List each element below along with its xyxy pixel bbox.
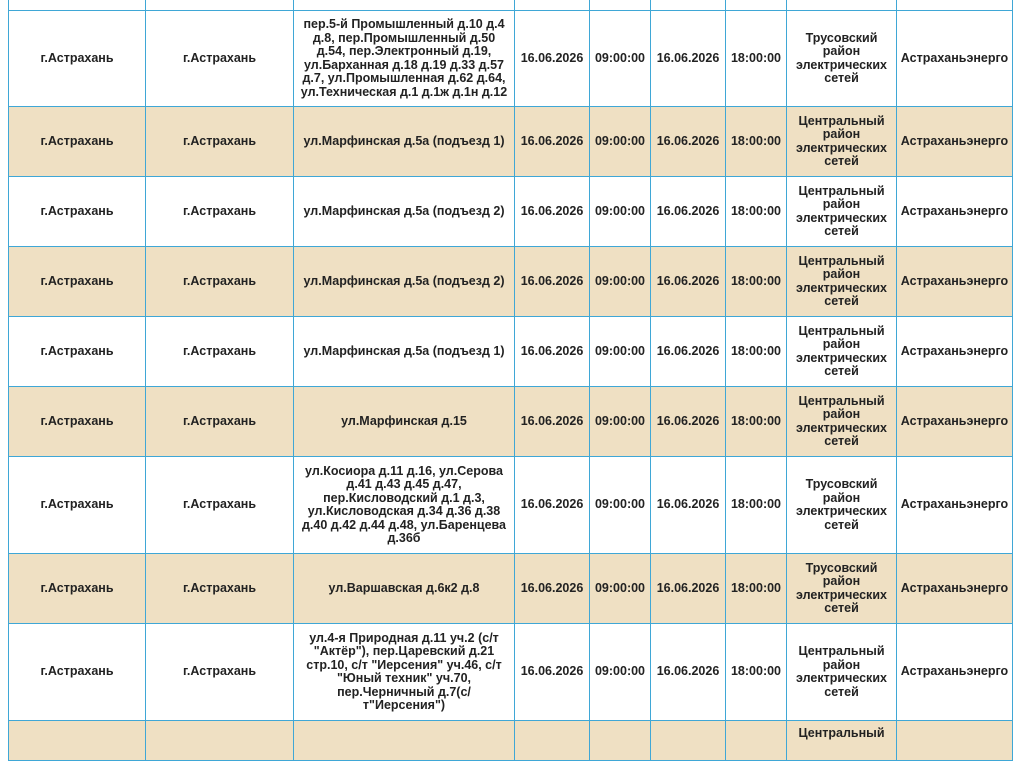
start-date-cell: 16.06.2026 xyxy=(515,457,590,554)
district-cell: Центральный район электрических сетей xyxy=(787,177,897,247)
end-date-cell: 16.06.2026 xyxy=(651,247,726,317)
end-time-cell xyxy=(726,721,787,761)
end-time-cell: 18:00:00 xyxy=(726,624,787,721)
end-date-cell: 16.06.2026 xyxy=(651,387,726,457)
end-time-cell: 18:00:00 xyxy=(726,247,787,317)
locality-cell: г.Астрахань xyxy=(146,457,294,554)
table-row xyxy=(9,387,1013,457)
address-cell: ул.Марфинская д.5а (подъезд 1) xyxy=(294,317,515,387)
district-cell: Центральный район электрических сетей xyxy=(787,387,897,457)
start-time-cell: 09:00:00 xyxy=(590,317,651,387)
start-time-cell: 09:00:00 xyxy=(590,387,651,457)
start-date-cell: 16.06.2026 xyxy=(515,554,590,624)
district-cell: Центральный район электрических сетей xyxy=(787,317,897,387)
end-time-cell: 18:00:00 xyxy=(726,387,787,457)
start-time-cell: 09:00:00 xyxy=(590,554,651,624)
organization-cell: Астраханьэнерго xyxy=(897,107,1013,177)
address-cell: ул.4-я Природная д.11 уч.2 (с/т "Актёр"), пер.Царевский д.21 стр.10, с/т "Иерсения" уч.46, с/т "Юный техник" уч.70, пер.Черничный д.7(с/т"Иерсения") xyxy=(294,624,515,721)
start-time-cell: 09:00:00 xyxy=(590,11,651,107)
organization-cell xyxy=(897,721,1013,761)
city-cell: г.Астрахань xyxy=(9,387,146,457)
start-date-cell: 16.06.2026 xyxy=(515,247,590,317)
city-cell: г.Астрахань xyxy=(9,177,146,247)
district-cell: Центральный район электрических сетей xyxy=(787,107,897,177)
address-cell: ул.Марфинская д.5а (подъезд 1) xyxy=(294,107,515,177)
end-time-cell: 18:00:00 xyxy=(726,317,787,387)
start-date-cell: 16.06.2026 xyxy=(515,317,590,387)
organization-cell: Астраханьэнерго xyxy=(897,317,1013,387)
end-date-cell: 16.06.2026 xyxy=(651,457,726,554)
organization-cell: Астраханьэнерго xyxy=(897,554,1013,624)
locality-cell xyxy=(146,721,294,761)
start-date-cell: 16.06.2026 xyxy=(515,107,590,177)
city-cell: г.Астрахань xyxy=(9,554,146,624)
table-row xyxy=(9,177,1013,247)
end-date-cell: 16.06.2026 xyxy=(651,107,726,177)
organization-cell: Астраханьэнерго xyxy=(897,624,1013,721)
address-cell: ул.Варшавская д.6к2 д.8 xyxy=(294,554,515,624)
organization-cell: Астраханьэнерго xyxy=(897,11,1013,107)
start-time-cell: 09:00:00 xyxy=(590,457,651,554)
locality-cell: г.Астрахань xyxy=(146,177,294,247)
address-cell: ул.Марфинская д.5а (подъезд 2) xyxy=(294,247,515,317)
start-time-cell xyxy=(590,721,651,761)
table-row-partial-bottom xyxy=(9,721,1013,761)
locality-cell: г.Астрахань xyxy=(146,387,294,457)
start-date-cell: 16.06.2026 xyxy=(515,624,590,721)
outage-table xyxy=(8,0,1013,761)
locality-cell: г.Астрахань xyxy=(146,247,294,317)
city-cell xyxy=(9,721,146,761)
start-date-cell: 16.06.2026 xyxy=(515,387,590,457)
city-cell: г.Астрахань xyxy=(9,11,146,107)
table-row-partial-top xyxy=(9,0,1013,11)
organization-cell: Астраханьэнерго xyxy=(897,247,1013,317)
city-cell: г.Астрахань xyxy=(9,107,146,177)
address-cell: ул.Марфинская д.15 xyxy=(294,387,515,457)
start-date-cell xyxy=(515,721,590,761)
locality-cell: г.Астрахань xyxy=(146,554,294,624)
table-row xyxy=(9,624,1013,721)
end-date-cell: 16.06.2026 xyxy=(651,554,726,624)
district-cell: Центральный xyxy=(787,721,897,761)
end-time-cell: 18:00:00 xyxy=(726,107,787,177)
locality-cell: г.Астрахань xyxy=(146,11,294,107)
start-date-cell: 16.06.2026 xyxy=(515,11,590,107)
end-time-cell: 18:00:00 xyxy=(726,457,787,554)
start-time-cell: 09:00:00 xyxy=(590,247,651,317)
end-date-cell xyxy=(651,721,726,761)
district-cell: Трусовский район электрических сетей xyxy=(787,554,897,624)
start-date-cell: 16.06.2026 xyxy=(515,177,590,247)
address-cell xyxy=(294,721,515,761)
start-time-cell: 09:00:00 xyxy=(590,624,651,721)
end-date-cell: 16.06.2026 xyxy=(651,11,726,107)
district-cell: Трусовский район электрических сетей xyxy=(787,457,897,554)
end-time-cell: 18:00:00 xyxy=(726,11,787,107)
district-cell: Центральный район электрических сетей xyxy=(787,247,897,317)
locality-cell: г.Астрахань xyxy=(146,317,294,387)
city-cell: г.Астрахань xyxy=(9,624,146,721)
city-cell: г.Астрахань xyxy=(9,457,146,554)
table-row xyxy=(9,554,1013,624)
table-row xyxy=(9,457,1013,554)
address-cell: ул.Косиора д.11 д.16, ул.Серова д.41 д.43 д.45 д.47, пер.Кисловодский д.1 д.3, ул.Кисловодская д.34 д.36 д.38 д.40 д.42 д.44 д.48, ул.Баренцева д.36б xyxy=(294,457,515,554)
start-time-cell: 09:00:00 xyxy=(590,107,651,177)
city-cell: г.Астрахань xyxy=(9,247,146,317)
locality-cell: г.Астрахань xyxy=(146,624,294,721)
end-date-cell: 16.06.2026 xyxy=(651,624,726,721)
outage-table-container xyxy=(8,0,1012,761)
district-cell: Трусовский район электрических сетей xyxy=(787,11,897,107)
end-time-cell: 18:00:00 xyxy=(726,177,787,247)
start-time-cell: 09:00:00 xyxy=(590,177,651,247)
end-date-cell: 16.06.2026 xyxy=(651,317,726,387)
table-row xyxy=(9,247,1013,317)
locality-cell: г.Астрахань xyxy=(146,107,294,177)
end-date-cell: 16.06.2026 xyxy=(651,177,726,247)
address-cell: ул.Марфинская д.5а (подъезд 2) xyxy=(294,177,515,247)
city-cell: г.Астрахань xyxy=(9,317,146,387)
table-row xyxy=(9,317,1013,387)
table-row xyxy=(9,11,1013,107)
district-cell: Центральный район электрических сетей xyxy=(787,624,897,721)
end-time-cell: 18:00:00 xyxy=(726,554,787,624)
organization-cell: Астраханьэнерго xyxy=(897,457,1013,554)
address-cell: пер.5-й Промышленный д.10 д.4 д.8, пер.Промышленный д.50 д.54, пер.Электронный д.19, ул.Барханная д.18 д.19 д.33 д.57 д.7, ул.Промышленная д.62 д.64, ул.Техническая д.1 д.1ж д.1н д.12 xyxy=(294,11,515,107)
organization-cell: Астраханьэнерго xyxy=(897,177,1013,247)
organization-cell: Астраханьэнерго xyxy=(897,387,1013,457)
table-row xyxy=(9,107,1013,177)
